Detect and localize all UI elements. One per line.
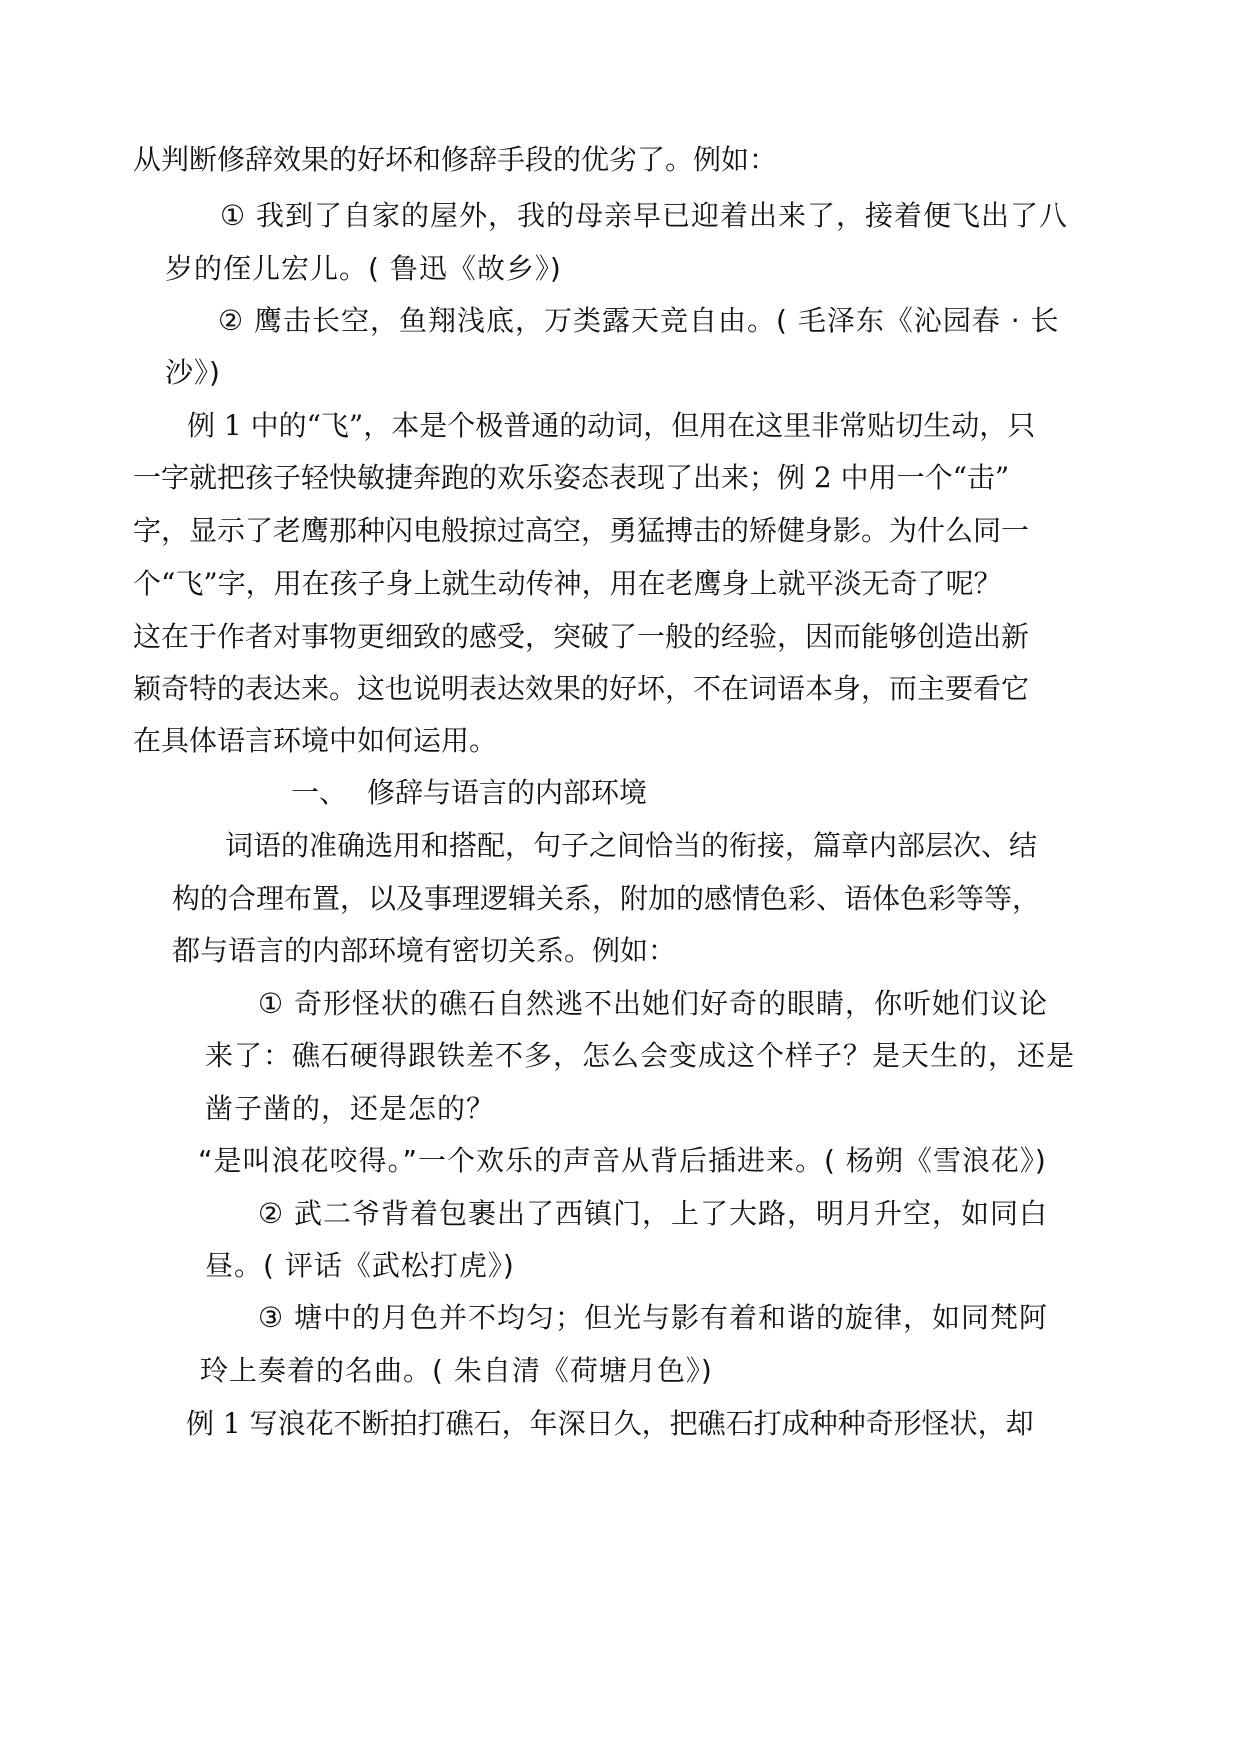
example-line: ② 鹰击长空，鱼翔浅底，万类露天竞自由。( 毛泽东《沁园春 · 长	[218, 304, 1060, 337]
example-line: ① 我到了自家的屋外，我的母亲早已迎着出来了，接着便飞出了八	[220, 199, 1069, 232]
example-line: ③ 塘中的月色并不均匀；但光与影有着和谐的旋律，如同梵阿	[258, 1301, 1049, 1334]
text-line: 在具体语言环境中如何运用。	[133, 724, 498, 757]
text-line: 例 1 写浪花不断拍打礁石，年深日久，把礁石打成种种奇形怪状，却	[186, 1407, 1034, 1440]
example-line: 来了：礁石硬得跟铁差不多，怎么会变成这个样子？是天生的，还是	[205, 1039, 1076, 1072]
text-line: 都与语言的内部环境有密切关系。例如：	[172, 934, 677, 967]
section-heading-number: 一、	[291, 776, 348, 809]
text-line: 构的合理布置，以及事理逻辑关系，附加的感情色彩、语体色彩等等，	[172, 882, 1041, 915]
text-line: 从判断修辞效果的好坏和修辞手段的优劣了。例如：	[133, 143, 778, 176]
text-line: 字，显示了老鹰那种闪电般掠过高空，勇猛搏击的矫健身影。为什么同一	[133, 514, 1030, 547]
example-line: “是叫浪花咬得。”一个欢乐的声音从背后插进来。( 杨朔《雪浪花》)	[198, 1144, 1047, 1177]
text-line: 词语的准确选用和搭配，句子之间恰当的衔接，篇章内部层次、结	[225, 829, 1038, 862]
example-line: 沙》)	[165, 356, 221, 389]
text-line: 一字就把孩子轻快敏捷奔跑的欢乐姿态表现了出来；例 2 中用一个“击”	[133, 461, 1010, 494]
text-line: 例 1 中的“飞”，本是个极普通的动词，但用在这里非常贴切生动，只	[187, 409, 1036, 442]
example-line: 玲上奏着的名曲。( 朱自清《荷塘月色》)	[200, 1354, 713, 1387]
example-line: ② 武二爷背着包裹出了西镇门，上了大路，明月升空，如同白	[258, 1197, 1049, 1230]
text-line: 颖奇特的表达来。这也说明表达效果的好坏，不在词语本身，而主要看它	[133, 672, 1030, 705]
example-line: 凿子凿的，还是怎的？	[205, 1092, 496, 1125]
example-line: ① 奇形怪状的礁石自然逃不出她们好奇的眼睛，你听她们议论	[258, 987, 1049, 1020]
example-line: 岁的侄儿宏儿。( 鲁迅《故乡》)	[165, 252, 562, 285]
example-line: 昼。( 评话《武松打虎》)	[205, 1249, 515, 1282]
section-heading-title: 修辞与语言的内部环境	[367, 776, 648, 809]
text-line: 个“飞”字，用在孩子身上就生动传神，用在老鹰身上就平淡无奇了呢？	[133, 567, 1002, 600]
text-line: 这在于作者对事物更细致的感受，突破了一般的经验，因而能够创造出新	[133, 620, 1030, 653]
